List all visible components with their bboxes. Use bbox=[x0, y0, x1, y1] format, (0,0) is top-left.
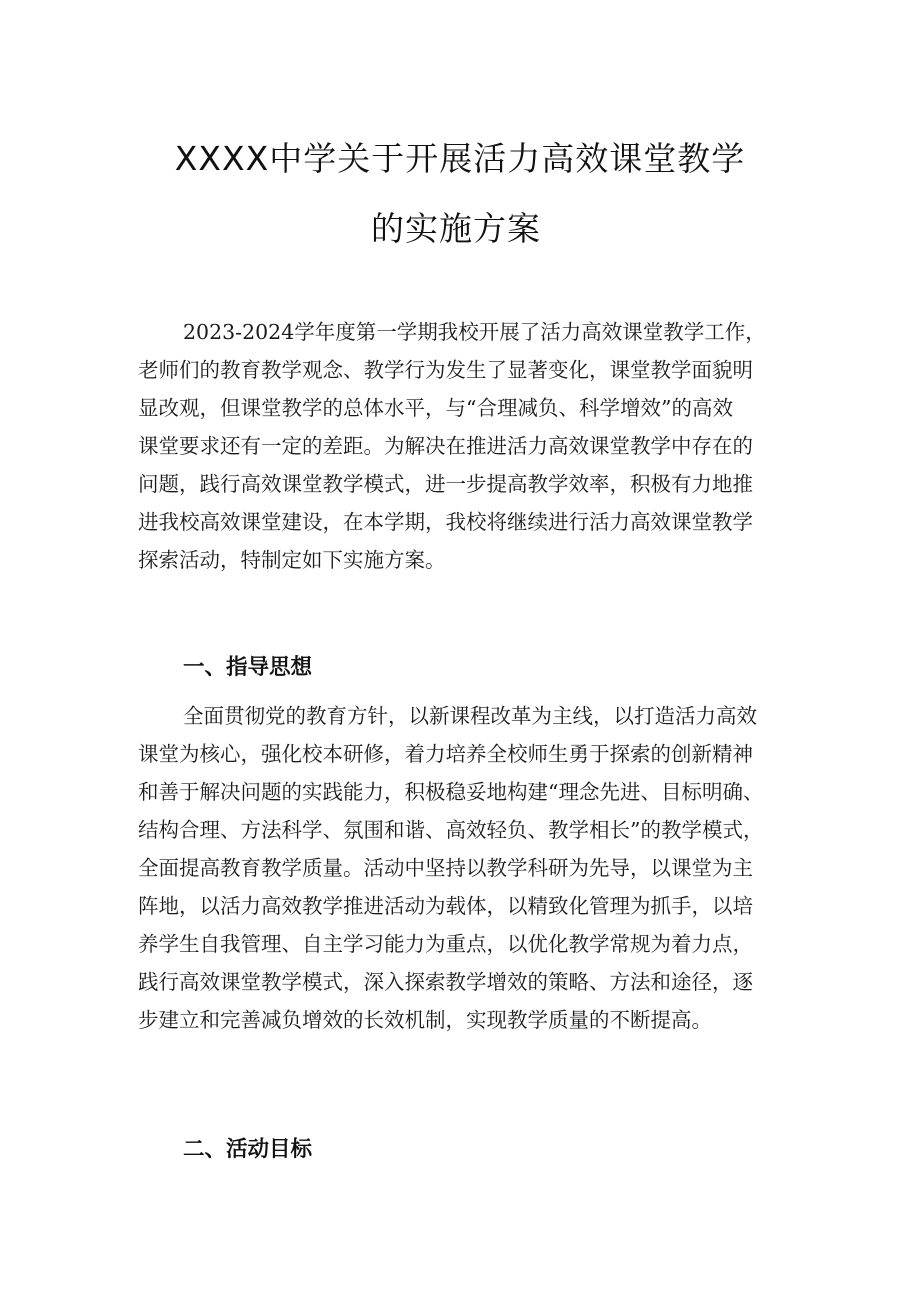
paragraph-line: 老师们的教育教学观念、教学行为发生了显著变化，课堂教学面貌明 bbox=[138, 358, 753, 382]
intro-paragraph bbox=[138, 313, 798, 579]
section-heading-activity-goals: 二、活动目标 bbox=[183, 1137, 313, 1162]
paragraph-line: 探索活动，特制定如下实施方案。 bbox=[138, 548, 446, 572]
section-heading-guiding-ideology: 一、指导思想 bbox=[183, 655, 313, 680]
paragraph-line: 全面贯彻党的教育方针，以新课程改革为主线，以打造活力高效 bbox=[183, 704, 757, 728]
paragraph-line: 进我校高效课堂建设，在本学期，我校将继续进行活力高效课堂教学 bbox=[138, 510, 753, 534]
paragraph-line: 步建立和完善减负增效的长效机制，实现教学质量的不断提高。 bbox=[138, 1008, 712, 1032]
paragraph-line: 2023-2024学年度第一学期我校开展了活力高效课堂教学工作， bbox=[183, 320, 766, 344]
document-title-line-1: XXXX中学关于开展活力高效课堂教学 bbox=[174, 139, 746, 178]
paragraph-line: 课堂要求还有一定的差距。为解决在推进活力高效课堂教学中存在的 bbox=[138, 434, 753, 458]
guiding-ideology-paragraph bbox=[138, 697, 798, 1039]
paragraph-line: 阵地，以活力高效教学推进活动为载体，以精致化管理为抓手，以培 bbox=[138, 894, 753, 918]
paragraph-line: 全面提高教育教学质量。活动中坚持以教学科研为先导，以课堂为主 bbox=[138, 856, 753, 880]
paragraph-line: 显改观，但课堂教学的总体水平，与“合理减负、科学增效”的高效 bbox=[138, 396, 733, 420]
paragraph-line: 养学生自我管理、自主学习能力为重点，以优化教学常规为着力点， bbox=[138, 932, 753, 956]
paragraph-line: 课堂为核心，强化校本研修，着力培养全校师生勇于探索的创新精神 bbox=[138, 742, 753, 766]
paragraph-line: 和善于解决问题的实践能力，积极稳妥地构建“理念先进、目标明确、 bbox=[138, 780, 764, 804]
paragraph-line: 践行高效课堂教学模式，深入探索教学增效的策略、方法和途径，逐 bbox=[138, 970, 753, 994]
paragraph-line: 结构合理、方法科学、氛围和谐、高效轻负、教学相长”的教学模式， bbox=[138, 818, 764, 842]
document-title-line-2: 的实施方案 bbox=[371, 209, 541, 248]
paragraph-line: 问题，践行高效课堂教学模式，进一步提高教学效率，积极有力地推 bbox=[138, 472, 753, 496]
